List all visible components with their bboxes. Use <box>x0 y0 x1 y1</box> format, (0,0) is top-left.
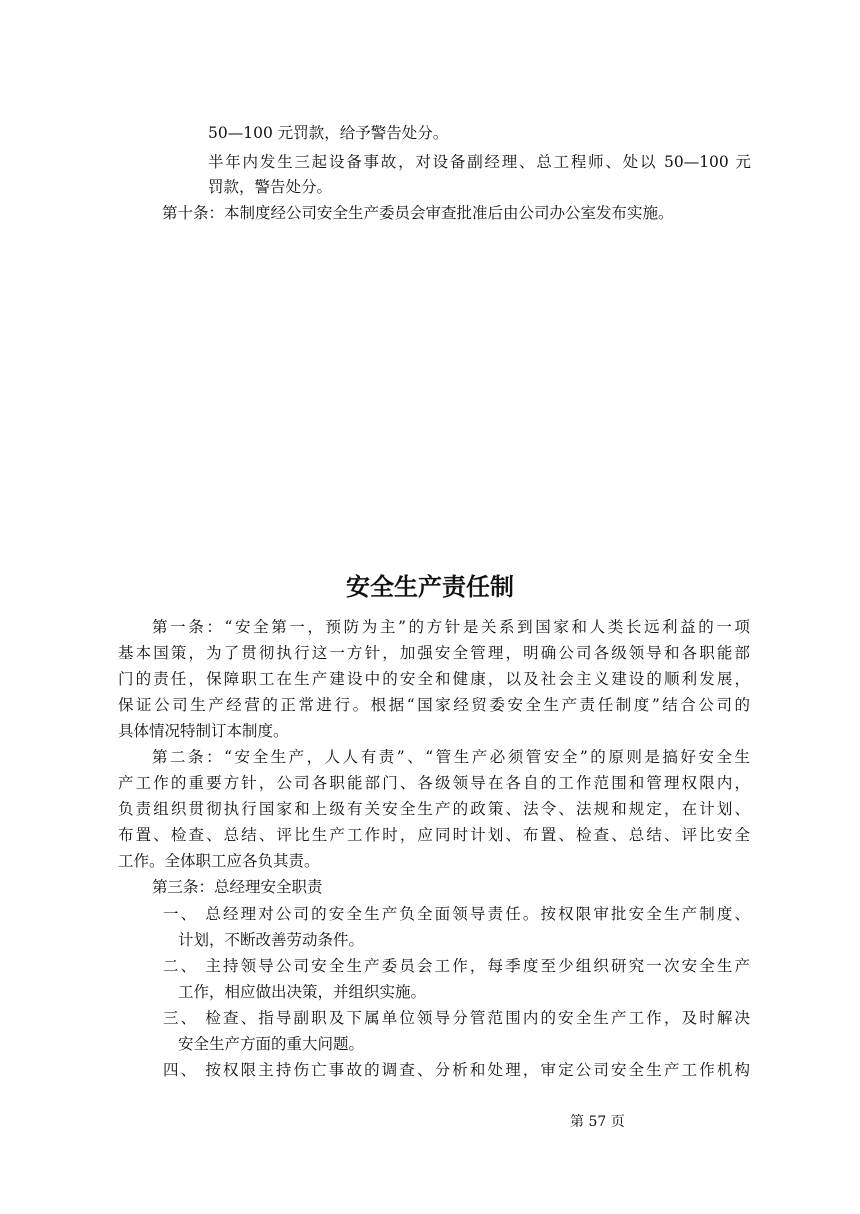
article1-line-5: 具体情况特制订本制度。 <box>118 722 289 740</box>
item-1-line-1: 一、 总经理对公司的安全生产负全面领导责任。按权限审批安全生产制度、 <box>163 905 750 923</box>
article2-line-4: 布置、检查、总结、评比生产工作时，应同时计划、布置、检查、总结、评比安全 <box>118 826 750 844</box>
article1-line-2: 基本国策，为了贯彻执行这一方针，加强安全管理，明确公司各级领导和各职能部 <box>118 644 750 662</box>
continued-line-3: 罚款，警告处分。 <box>208 178 333 196</box>
item-2-line-1: 二、 主持领导公司安全生产委员会工作，每季度至少组织研究一次安全生产 <box>163 957 750 975</box>
page-number: 第 57 页 <box>570 1114 625 1130</box>
item-2-line-2: 工作，相应做出决策，并组织实施。 <box>178 983 427 1001</box>
article1-line-1: 第一条：“安全第一，预防为主”的方针是关系到国家和人类长远利益的一项 <box>152 618 750 636</box>
continued-line-1: 50—100 元罚款，给予警告处分。 <box>208 124 449 142</box>
section-title: 安全生产责任制 <box>346 573 514 601</box>
article2-line-3: 负责组织贯彻执行国家和上级有关安全生产的政策、法令、法规和规定，在计划、 <box>118 800 750 818</box>
item-1-line-2: 计划，不断改善劳动条件。 <box>178 931 365 949</box>
article1-line-3: 门的责任，保障职工在生产建设中的安全和健康，以及社会主义建设的顺利发展， <box>118 670 750 688</box>
continued-line-2: 半年内发生三起设备事故，对设备副经理、总工程师、处以 50—100 元 <box>208 153 751 171</box>
item-4-line-1: 四、 按权限主持伤亡事故的调查、分析和处理，审定公司安全生产工作机构 <box>163 1061 750 1079</box>
article2-line-5: 工作。全体职工应各负其责。 <box>118 852 320 870</box>
item-3-line-1: 三、 检查、指导副职及下属单位领导分管范围内的安全生产工作，及时解决 <box>163 1009 750 1027</box>
article1-line-4: 保证公司生产经营的正常进行。根据“国家经贸委安全生产责任制度”结合公司的 <box>118 696 750 714</box>
article3-heading: 第三条：总经理安全职责 <box>152 878 323 896</box>
article2-line-2: 产工作的重要方针，公司各职能部门、各级领导在各自的工作范围和管理权限内， <box>118 774 750 792</box>
item-3-line-2: 安全生产方面的重大问题。 <box>178 1035 365 1053</box>
article2-line-1: 第二条：“安全生产，人人有责”、“管生产必须管安全”的原则是搞好安全生 <box>152 748 750 766</box>
article10-line: 第十条：本制度经公司安全生产委员会审查批准后由公司办公室发布实施。 <box>162 204 674 222</box>
